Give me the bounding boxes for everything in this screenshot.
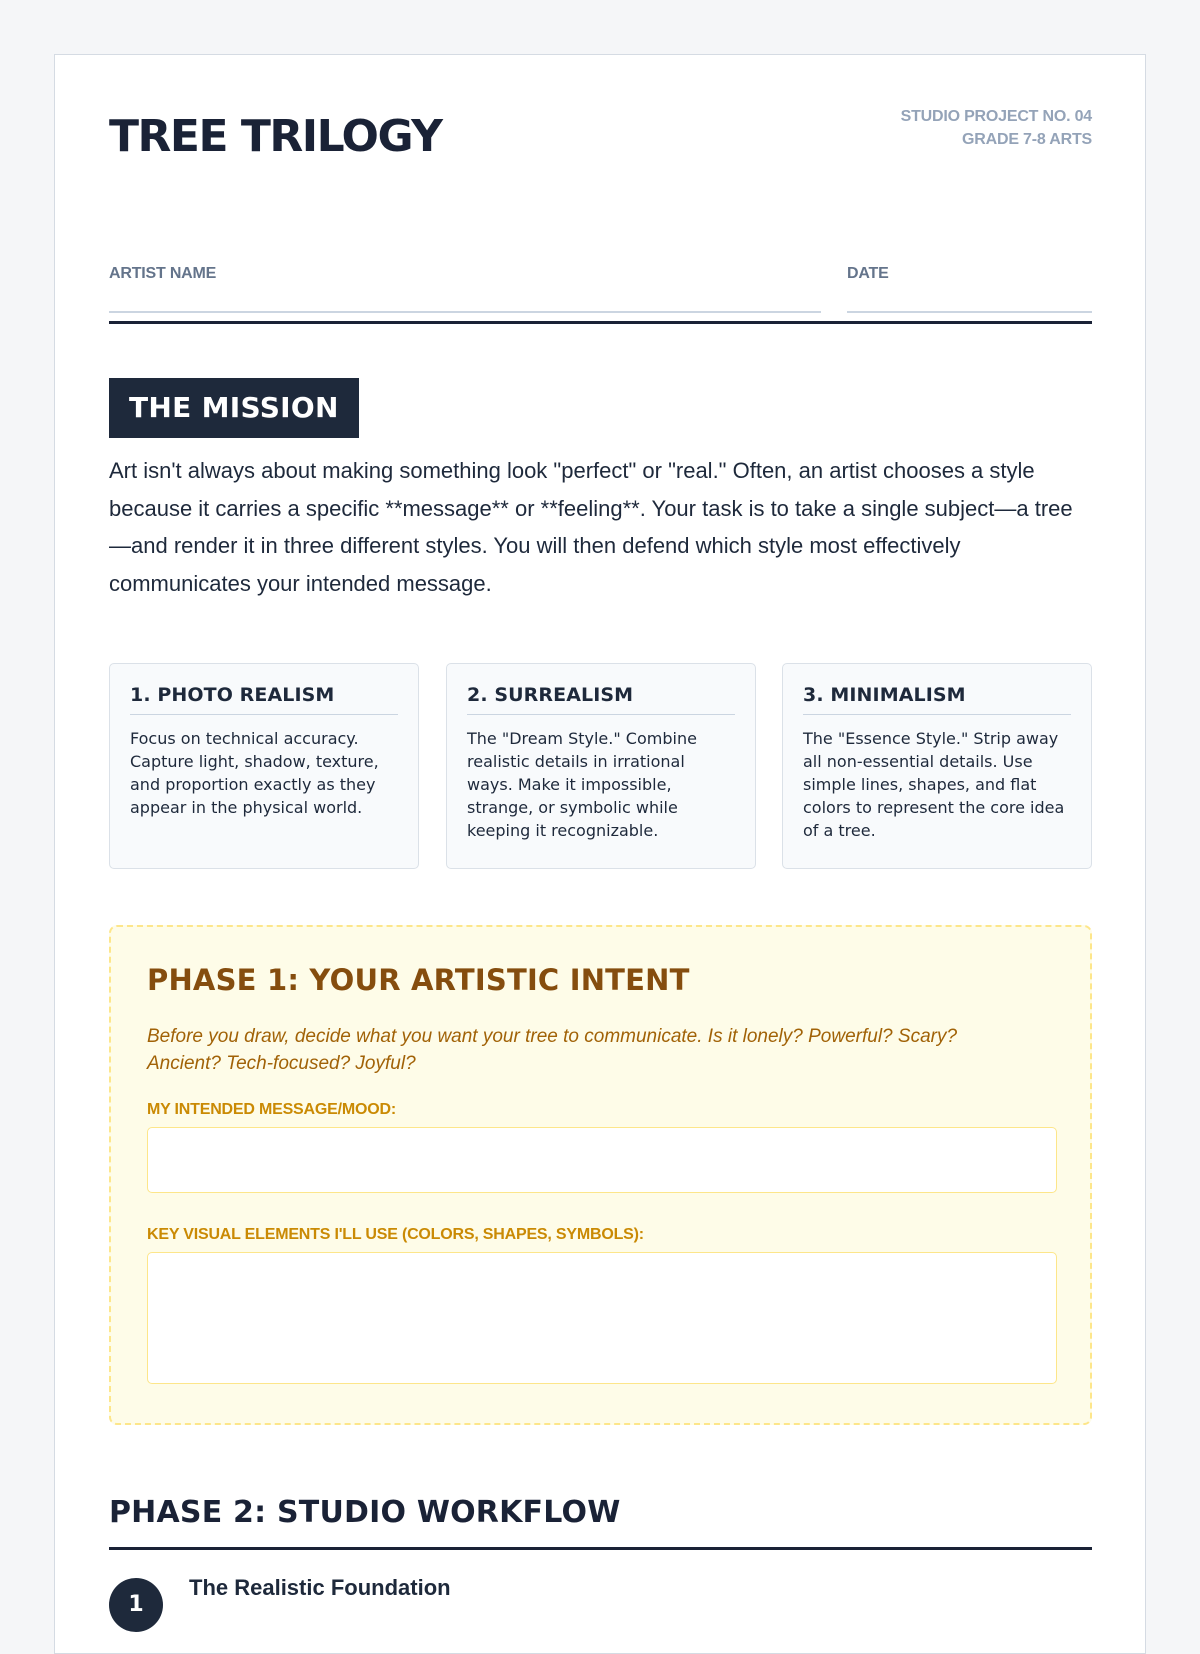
style-card-title: 3. MINIMALISM	[803, 684, 1071, 715]
header-divider	[109, 321, 1092, 324]
visual-elements-label: KEY VISUAL ELEMENTS I'LL USE (COLORS, SHAPES, SYMBOLS):	[147, 1226, 644, 1243]
artist-name-field[interactable]	[109, 267, 821, 313]
page-title: TREE TRILOGY	[109, 111, 442, 162]
phase2-title: PHASE 2: STUDIO WORKFLOW	[109, 1495, 621, 1530]
style-card-photo-realism	[109, 663, 419, 869]
project-number: STUDIO PROJECT NO. 04	[900, 108, 1092, 125]
intended-message-field[interactable]	[147, 1127, 1057, 1193]
style-card-surrealism	[446, 663, 756, 869]
style-card-minimalism	[782, 663, 1092, 869]
step-title: The Realistic Foundation	[189, 1575, 451, 1600]
visual-elements-field[interactable]	[147, 1252, 1057, 1384]
style-card-title: 2. SURREALISM	[467, 684, 735, 715]
worksheet-page	[54, 54, 1146, 1654]
phase1-instructions: Before you draw, decide what you want your tree to communicate. Is it lonely? Powerful? Scary? Ancient? Tech-focused? Joyful?	[147, 1026, 958, 1074]
style-card-title: 1. PHOTO REALISM	[130, 684, 398, 715]
phase2-divider	[109, 1547, 1092, 1550]
style-card-description: The "Essence Style." Strip away all non-essential details. Use simple lines, shapes, and flat colors to represent the core idea of a tree.	[803, 729, 1065, 840]
mission-heading: THE MISSION	[109, 378, 359, 438]
phase1-title: PHASE 1: YOUR ARTISTIC INTENT	[147, 963, 690, 997]
step-number-badge: 1	[109, 1578, 163, 1632]
mission-text: Art isn't always about making something look "perfect" or "real." Often, an artist chooses a style because it carries a specific **message** or **feeling**. Your task is to take a single subject—a tree—and render it in three different styles. You will then defend which style most effectively communicates your intended message.	[109, 458, 1073, 596]
style-card-description: The "Dream Style." Combine realistic details in irrational ways. Make it impossible, strange, or symbolic while keeping it recognizable.	[467, 729, 697, 840]
date-label: DATE	[847, 265, 889, 282]
project-info	[901, 105, 1092, 151]
phase1-section	[109, 925, 1092, 1425]
grade-level: GRADE 7-8 ARTS	[962, 131, 1092, 148]
style-card-description: Focus on technical accuracy. Capture light, shadow, texture, and proportion exactly as they appear in the physical world.	[130, 729, 379, 817]
intended-message-label: MY INTENDED MESSAGE/MOOD:	[147, 1101, 396, 1118]
artist-name-label: ARTIST NAME	[109, 265, 217, 282]
date-field[interactable]	[847, 267, 1092, 313]
